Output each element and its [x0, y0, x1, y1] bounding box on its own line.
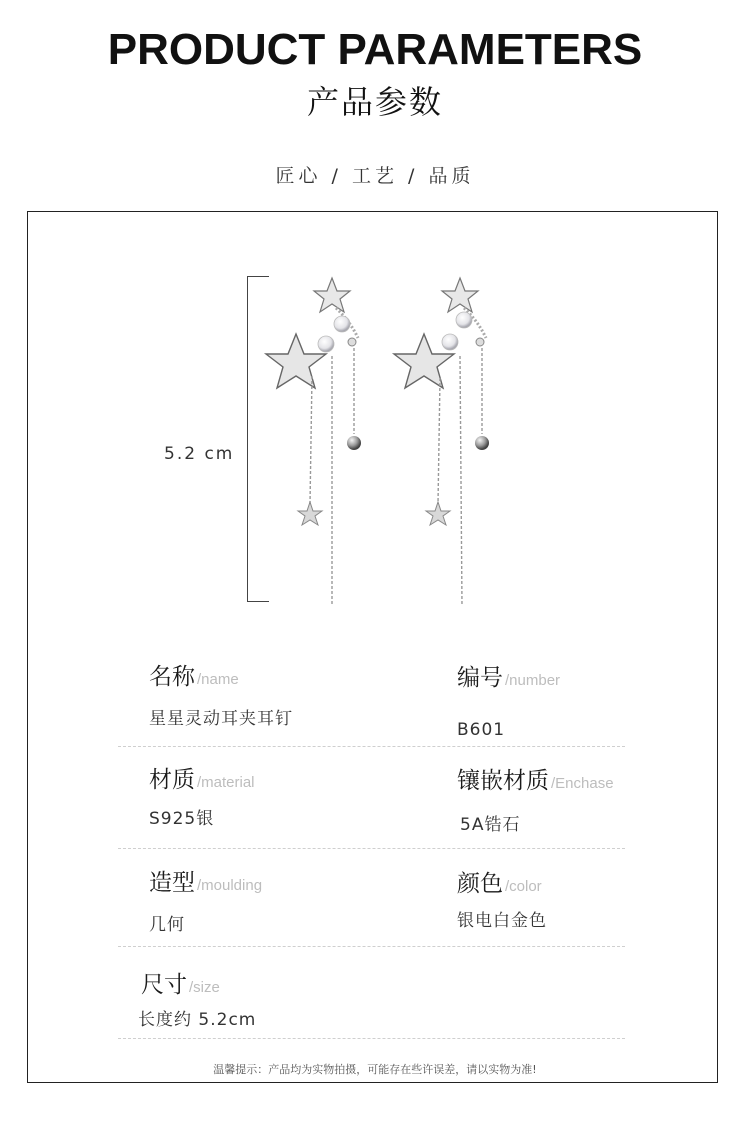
- spec-color-value: 银电白金色: [457, 911, 547, 931]
- notice-text: 温馨提示：产品均为实物拍摄，可能存在些许误差，请以实物为准!: [213, 1063, 537, 1076]
- spec-material-value: S925银: [149, 809, 215, 829]
- spec-number-label-en: /number: [505, 672, 561, 689]
- spec-color-label-en: /color: [505, 878, 542, 895]
- spec-color-label-cn: 颜色: [457, 871, 503, 897]
- divider: [118, 946, 625, 947]
- spec-material-label-en: /material: [197, 774, 255, 791]
- earring-product-image: [262, 266, 512, 616]
- spec-material-label-cn: 材质: [149, 767, 195, 793]
- spec-moulding-label: [149, 868, 262, 901]
- spec-name-label: [149, 662, 239, 695]
- title-chinese: 产品参数: [306, 83, 443, 121]
- right-earring: [394, 278, 489, 606]
- divider: [118, 848, 625, 849]
- left-earring: [266, 278, 361, 606]
- spec-moulding-value: 几何: [149, 915, 185, 935]
- spec-size-value: 长度约 5.2cm: [138, 1010, 257, 1030]
- spec-enchase-label-en: /Enchase: [551, 775, 614, 792]
- spec-name-label-en: /name: [197, 671, 239, 688]
- spec-moulding-label-en: /moulding: [197, 877, 263, 894]
- spec-color-label: [457, 869, 542, 902]
- spec-number-value: B601: [457, 720, 506, 740]
- spec-number-label: [457, 663, 560, 696]
- dimension-label: 5.2 cm: [164, 444, 235, 464]
- spec-size-label: [141, 970, 220, 1003]
- spec-size-label-en: /size: [189, 979, 220, 996]
- divider: [118, 1038, 625, 1039]
- spec-enchase-label-cn: 镶嵌材质: [457, 768, 549, 794]
- spec-size-label-cn: 尺寸: [141, 972, 187, 998]
- spec-enchase-value: 5A锆石: [460, 815, 521, 835]
- spec-number-label-cn: 编号: [457, 665, 503, 691]
- spec-name-label-cn: 名称: [149, 664, 195, 690]
- spec-name-value: 星星灵动耳夹耳钉: [149, 709, 293, 729]
- tagline: 匠心 / 工艺 / 品质: [275, 165, 475, 187]
- spec-enchase-label: [457, 766, 614, 799]
- divider: [118, 746, 625, 747]
- spec-material-label: [149, 765, 255, 798]
- title-english: PRODUCT PARAMETERS: [107, 25, 643, 74]
- spec-moulding-label-cn: 造型: [149, 870, 195, 896]
